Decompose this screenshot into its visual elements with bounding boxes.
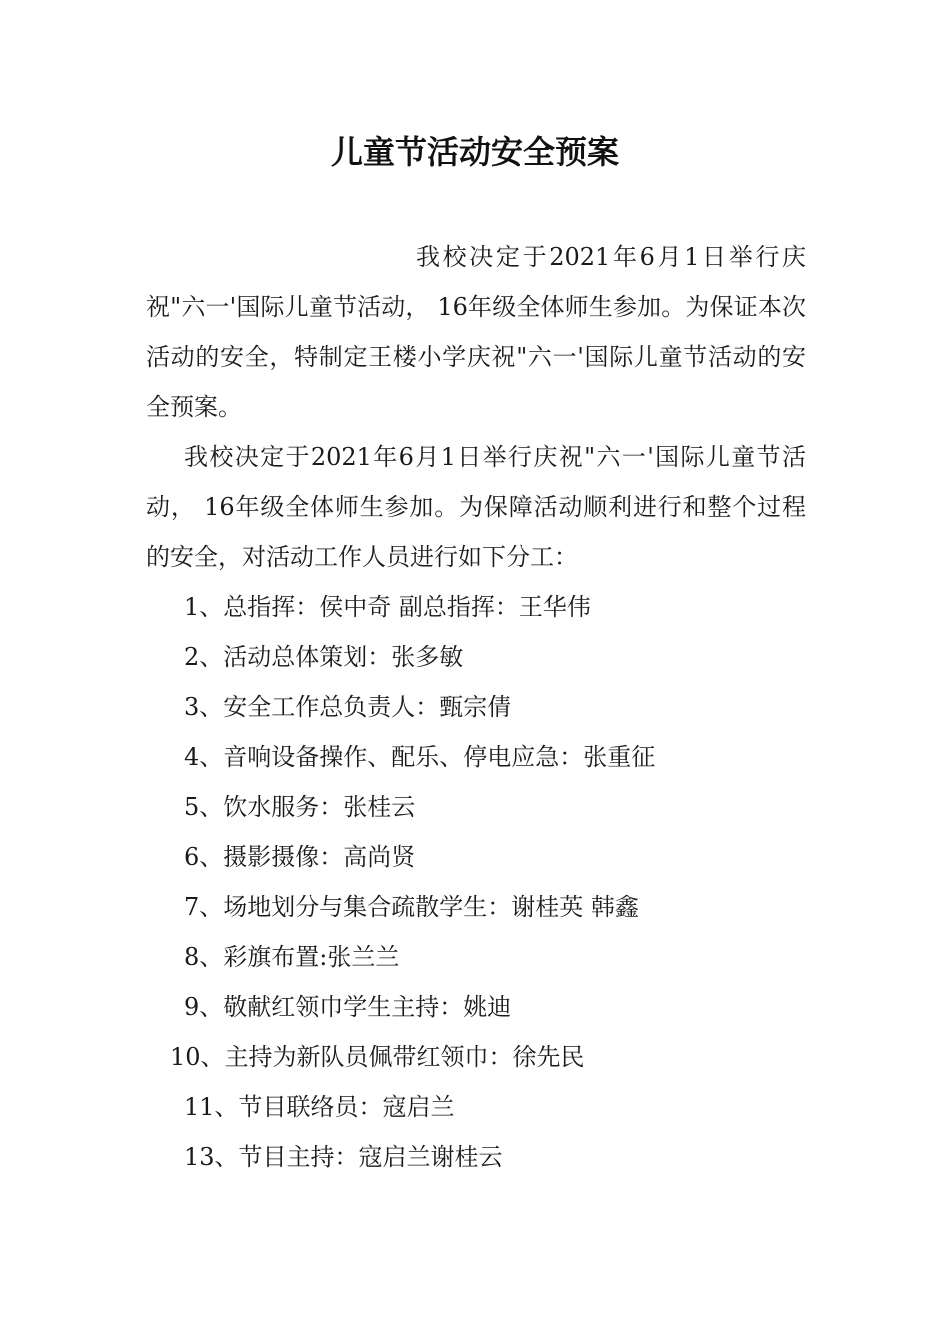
list-item: 9、敬献红领巾学生主持：姚迪	[184, 993, 512, 1021]
list-item: 3、安全工作总负责人：甄宗倩	[184, 693, 512, 721]
list-item: 10、主持为新队员佩带红领巾：徐先民	[170, 1043, 585, 1071]
list-item: 6、摄影摄像：高尚贤	[184, 843, 416, 871]
list-item: 13、节目主持：寇启兰谢桂云	[184, 1143, 503, 1171]
list-item: 7、场地划分与集合疏散学生：谢桂英 韩鑫	[184, 893, 639, 921]
list-item: 4、音响设备操作、配乐、停电应急：张重征	[184, 743, 656, 771]
list-item: 8、彩旗布置:张兰兰	[184, 943, 400, 971]
assignment-list	[146, 582, 806, 1182]
division-paragraph: 我校决定于2021年6月1日举行庆祝"六一'国际儿童节活动， 16年级全体师生参加。为保障活动顺利进行和整个过程的安全，对活动工作人员进行如下分工：	[146, 443, 806, 571]
list-item: 1、总指挥：侯中奇 副总指挥：王华伟	[184, 593, 591, 621]
list-item: 2、活动总体策划：张多敏	[184, 643, 464, 671]
intro-paragraph: 我校决定于2021年6月1日举行庆祝"六一'国际儿童节活动， 16年级全体师生参加。为保证本次活动的安全，特制定王楼小学庆祝"六一'国际儿童节活动的安全预案。	[146, 243, 806, 421]
document-body	[146, 232, 806, 1182]
list-item: 11、节目联络员：寇启兰	[184, 1093, 455, 1121]
list-item: 5、饮水服务：张桂云	[184, 793, 416, 821]
document-title: 儿童节活动安全预案	[330, 133, 619, 171]
